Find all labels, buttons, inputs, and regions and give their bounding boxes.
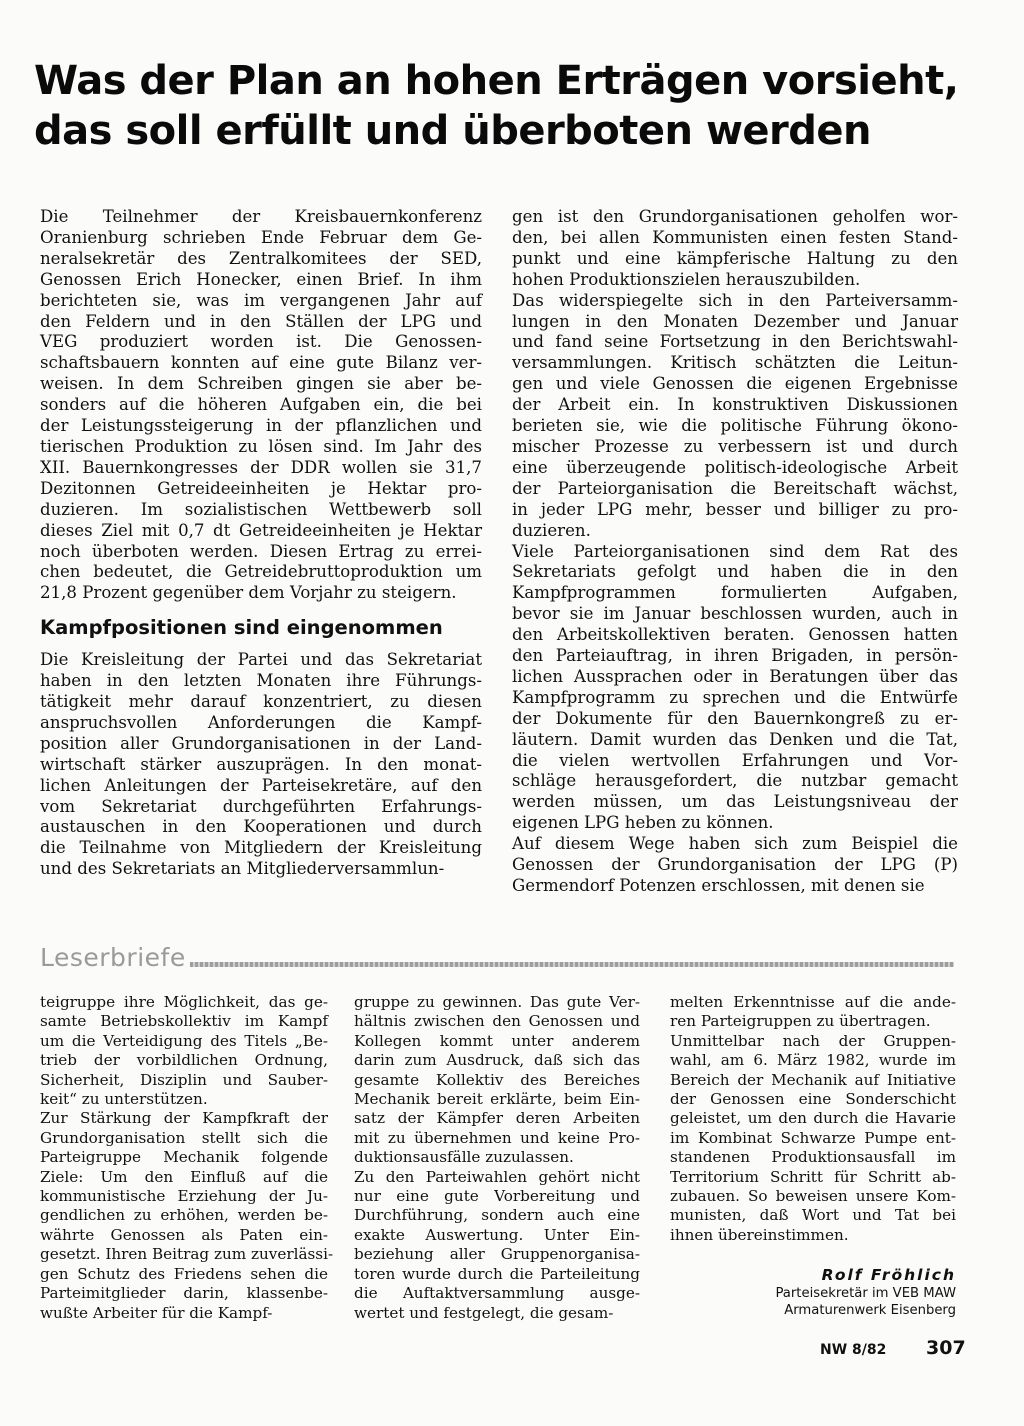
text-line: weisen. In dem Schreiben gingen sie aber be- — [40, 374, 482, 394]
headline-line-2: das soll erfüllt und überboten werden — [34, 108, 871, 154]
text-line: Das widerspiegelte sich in den Parteiversamm- — [512, 290, 958, 310]
text-line: punkt und eine kämpferische Haltung zu den — [512, 248, 958, 268]
text-line: vom Sekretariat durchgeführten Erfahrungs- — [40, 796, 482, 816]
text-line: gen ist den Grundorganisationen geholfen wor- — [512, 207, 958, 226]
text-line: Zur Stärkung der Kampfkraft der — [40, 1109, 328, 1128]
text-line: Territorium Schritt für Schritt ab- — [670, 1167, 956, 1186]
text-line: samte Betriebskollektiv im Kampf — [40, 1012, 328, 1031]
text-line: trieb der vorbildlichen Ordnung, — [40, 1051, 328, 1070]
text-line: haben in den letzten Monaten ihre Führungs- — [40, 671, 482, 691]
paragraph — [512, 834, 958, 897]
text-line: eine überzeugende politisch-ideologische Arbeit — [512, 457, 958, 477]
text-line: satz der Kämpfer deren Arbeiten — [354, 1109, 640, 1128]
text-line: hältnis zwischen den Genossen und — [354, 1012, 640, 1031]
text-line: ihnen übereinstimmen. — [670, 1225, 849, 1244]
text-line: Genossen Erich Honecker, einen Brief. In ihm — [40, 269, 482, 289]
text-line: melten Erkenntnisse auf die ande- — [670, 993, 956, 1011]
text-line: duzieren. — [512, 520, 591, 540]
text-line: im Kombinat Schwarze Pumpe ent- — [670, 1128, 956, 1147]
article-column-1 — [40, 207, 482, 880]
text-line: um die Verteidigung des Titels „Be- — [40, 1031, 328, 1050]
paragraph — [40, 993, 328, 1109]
text-line: 21,8 Prozent gegenüber dem Vorjahr zu steigern. — [40, 583, 457, 603]
paragraph — [512, 291, 958, 542]
paragraph — [40, 1109, 334, 1322]
text-line: gen und viele Genossen die eigenen Ergebnisse — [512, 374, 958, 394]
text-line: XII. Bauernkongresses der DDR wollen sie 31,7 — [40, 457, 482, 477]
text-line: Germendorf Potenzen erschlossen, mit denen sie — [512, 876, 925, 895]
text-line: Oranienburg schrieben Ende Februar dem Ge- — [40, 227, 482, 247]
text-line: geleistet, um den durch die Havarie — [670, 1109, 956, 1128]
text-line: gendlichen zu erhöhen, werden be- — [40, 1206, 328, 1225]
letter-column-2 — [354, 993, 640, 1323]
text-line: Unmittelbar nach der Gruppen- — [670, 1031, 956, 1050]
text-line: teigruppe ihre Möglichkeit, das ge- — [40, 993, 328, 1011]
text-line: der Dokumente für den Bauernkongreß zu er- — [512, 708, 958, 728]
text-line: lichen Anleitungen der Parteisekretäre, auf den — [40, 775, 482, 795]
text-line: Sicherheit, Disziplin und Sauber- — [40, 1070, 328, 1089]
page-number: 307 — [926, 1337, 966, 1359]
text-line: lichen Aussprachen oder in Beratungen über das — [512, 666, 958, 686]
text-line: anspruchsvollen Anforderungen die Kampf- — [40, 712, 482, 732]
text-line: tierischen Produktion zu lösen sind. Im Jahr des — [40, 436, 482, 456]
text-line: position aller Grundorganisationen in der Land- — [40, 733, 482, 753]
text-line: Dezitonnen Getreideeinheiten je Hektar pro- — [40, 478, 482, 498]
text-line: Auf diesem Wege haben sich zum Beispiel die — [512, 834, 958, 854]
text-line: toren wurde durch die Parteileitung — [354, 1264, 640, 1283]
letter-column-3 — [670, 993, 956, 1245]
text-line: gesetzt. Ihren Beitrag zum zuverlässi- — [40, 1245, 334, 1264]
text-line: gen Schutz des Friedens sehen die — [40, 1264, 328, 1283]
text-line: gruppe zu gewinnen. Das gute Ver- — [354, 993, 640, 1011]
article-headline — [34, 56, 994, 156]
text-line: und des Sekretariats an Mitgliederversammlun- — [40, 859, 445, 879]
text-line: versammlungen. Kritisch schätzten die Leitun- — [512, 353, 958, 373]
text-line: Mechanik bereit erklärte, beim Ein- — [354, 1090, 640, 1109]
text-line: wirtschaft stärker auszuprägen. In den monat- — [40, 754, 482, 774]
text-line: dieses Ziel mit 0,7 dt Getreideeinheiten je Hektar — [40, 520, 482, 540]
text-line: Ziele: Um den Einfluß auf die — [40, 1167, 328, 1186]
text-line: wertet und festgelegt, die gesam- — [354, 1303, 614, 1322]
text-line: gesamte Kollektiv des Bereiches — [354, 1070, 640, 1089]
text-line: berieten sie, wie die politische Führung ökono- — [512, 416, 958, 436]
text-line: Parteigruppe Mechanik folgende — [40, 1148, 328, 1167]
letters-rubric — [40, 942, 954, 978]
text-line: und fand seine Fortsetzung in den Berichtswahl- — [512, 332, 958, 352]
text-line: Kampfprogrammen formulierten Aufgaben, — [512, 583, 958, 603]
text-line: darin zum Ausdruck, daß sich das — [354, 1051, 640, 1070]
issue-label: NW 8/82 — [820, 1342, 887, 1358]
text-line: duzieren. Im sozialistischen Wettbewerb soll — [40, 499, 482, 519]
author-role: Parteisekretär im VEB MAW — [775, 1286, 956, 1301]
text-line: den, bei allen Kommunisten einen festen Stand- — [512, 227, 958, 247]
text-line: nur eine gute Vorbereitung und — [354, 1187, 640, 1206]
author-organization: Armaturenwerk Eisenberg — [784, 1303, 956, 1318]
paragraph — [670, 993, 956, 1032]
text-line: den Feldern und in den Ställen der LPG und — [40, 311, 482, 331]
rubric-label: Leserbriefe — [40, 943, 186, 972]
text-line: sonders auf die höheren Aufgaben ein, die bei — [40, 395, 482, 415]
text-line: zubauen. So beweisen unsere Kom- — [670, 1187, 956, 1206]
text-line: Bereich der Mechanik auf Initiative — [670, 1070, 956, 1089]
text-line: währte Genossen als Paten ein- — [40, 1225, 328, 1244]
paragraph — [512, 207, 958, 291]
text-line: standenen Produktionsausfall im — [670, 1148, 956, 1167]
text-line: beziehung aller Gruppenorganisa- — [354, 1245, 640, 1264]
letter-signature — [670, 1265, 956, 1319]
text-line: die Auftaktversammlung ausge- — [354, 1284, 640, 1303]
text-line: Zu den Parteiwahlen gehört nicht — [354, 1167, 640, 1186]
text-line: Grundorganisation stellt sich die — [40, 1128, 328, 1147]
text-line: wußte Arbeiter für die Kampf- — [40, 1303, 273, 1322]
text-line: Die Teilnehmer der Kreisbauernkonferenz — [40, 207, 482, 226]
paragraph — [354, 1168, 640, 1323]
text-line: Sekretariats gefolgt und haben die in den — [512, 562, 958, 582]
text-line: läutern. Damit wurden das Denken und die Tat, — [512, 729, 958, 749]
article-subheading: Kampfpositionen sind eingenommen — [40, 616, 443, 640]
text-line: keit“ zu unterstützen. — [40, 1090, 208, 1109]
text-line: wahl, am 6. März 1982, wurde im — [670, 1051, 956, 1070]
text-line: bevor sie im Januar beschlossen wurden, auch in — [512, 604, 958, 624]
text-line: schaftsbauern konnten auf eine gute Bilanz ver- — [40, 353, 482, 373]
text-line: die Teilnahme von Mitgliedern der Kreisleitung — [40, 838, 482, 858]
text-line: Parteimitglieder darin, klassenbe- — [40, 1284, 328, 1303]
text-line: den Parteiauftrag, in ihren Brigaden, in persön- — [512, 646, 958, 666]
text-line: der Parteiorganisation die Bereitschaft wächst, — [512, 478, 958, 498]
text-line: exakte Auswertung. Unter Ein- — [354, 1225, 640, 1244]
text-line: werden müssen, um das Leistungsniveau der — [512, 792, 958, 812]
text-line: noch überboten werden. Diesen Ertrag zu errei- — [40, 541, 482, 561]
letter-column-1 — [40, 993, 334, 1323]
paragraph — [512, 542, 958, 835]
text-line: lungen in den Monaten Dezember und Januar — [512, 311, 958, 331]
text-line: ren Parteigruppen zu übertragen. — [670, 1012, 931, 1031]
text-line: schläge herausgefordert, die nutzbar gemacht — [512, 771, 958, 791]
article-column-2 — [512, 207, 958, 897]
text-line: Durchführung, sondern auch eine — [354, 1206, 640, 1225]
text-line: Kampfprogramm zu sprechen und die Entwürfe — [512, 687, 958, 707]
text-line: Genossen der Grundorganisation der LPG (P) — [512, 855, 958, 875]
paragraph — [40, 207, 482, 604]
text-line: Kollegen kommt unter anderem — [354, 1031, 640, 1050]
text-line: VEG produziert worden ist. Die Genossen- — [40, 332, 482, 352]
paragraph — [40, 650, 482, 880]
text-line: eigenen LPG heben zu können. — [512, 813, 774, 833]
text-line: mischer Prozesse zu verbessern ist und durch — [512, 436, 958, 456]
text-line: chen bedeutet, die Getreidebruttoproduktion um — [40, 562, 482, 582]
text-line: austauschen in den Kooperationen und durch — [40, 817, 482, 837]
headline-line-1: Was der Plan an hohen Erträgen vorsieht, — [34, 58, 959, 104]
text-line: mit zu übernehmen und keine Pro- — [354, 1128, 640, 1147]
paragraph — [354, 993, 640, 1168]
text-line: hohen Produktionszielen herauszubilden. — [512, 269, 861, 289]
text-line: tätigkeit mehr darauf konzentriert, zu diesen — [40, 692, 482, 712]
author-name: Rolf Fröhlich — [821, 1266, 956, 1284]
text-line: der Arbeit ein. In konstruktiven Diskussionen — [512, 395, 958, 415]
text-line: kommunistische Erziehung der Ju- — [40, 1187, 328, 1206]
text-line: berichteten sie, was im vergangenen Jahr auf — [40, 290, 482, 310]
text-line: den Arbeitskollektiven beraten. Genossen hatten — [512, 625, 958, 645]
text-line: munisten, daß Wort und Tat bei — [670, 1206, 956, 1225]
text-line: Viele Parteiorganisationen sind dem Rat des — [512, 541, 958, 561]
text-line: in jeder LPG mehr, besser und billiger zu pro- — [512, 499, 958, 519]
text-line: duktionsausfälle zuzulassen. — [354, 1148, 574, 1167]
text-line: der Genossen eine Sonderschicht — [670, 1090, 956, 1109]
paragraph — [670, 1032, 956, 1245]
text-line: die vielen wertvollen Erfahrungen und Vor- — [512, 750, 958, 770]
rubric-rule — [190, 962, 954, 967]
text-line: neralsekretär des Zentralkomitees der SED, — [40, 248, 482, 268]
text-line: der Leistungssteigerung in der pflanzlichen und — [40, 416, 482, 436]
text-line: Die Kreisleitung der Partei und das Sekretariat — [40, 650, 482, 670]
